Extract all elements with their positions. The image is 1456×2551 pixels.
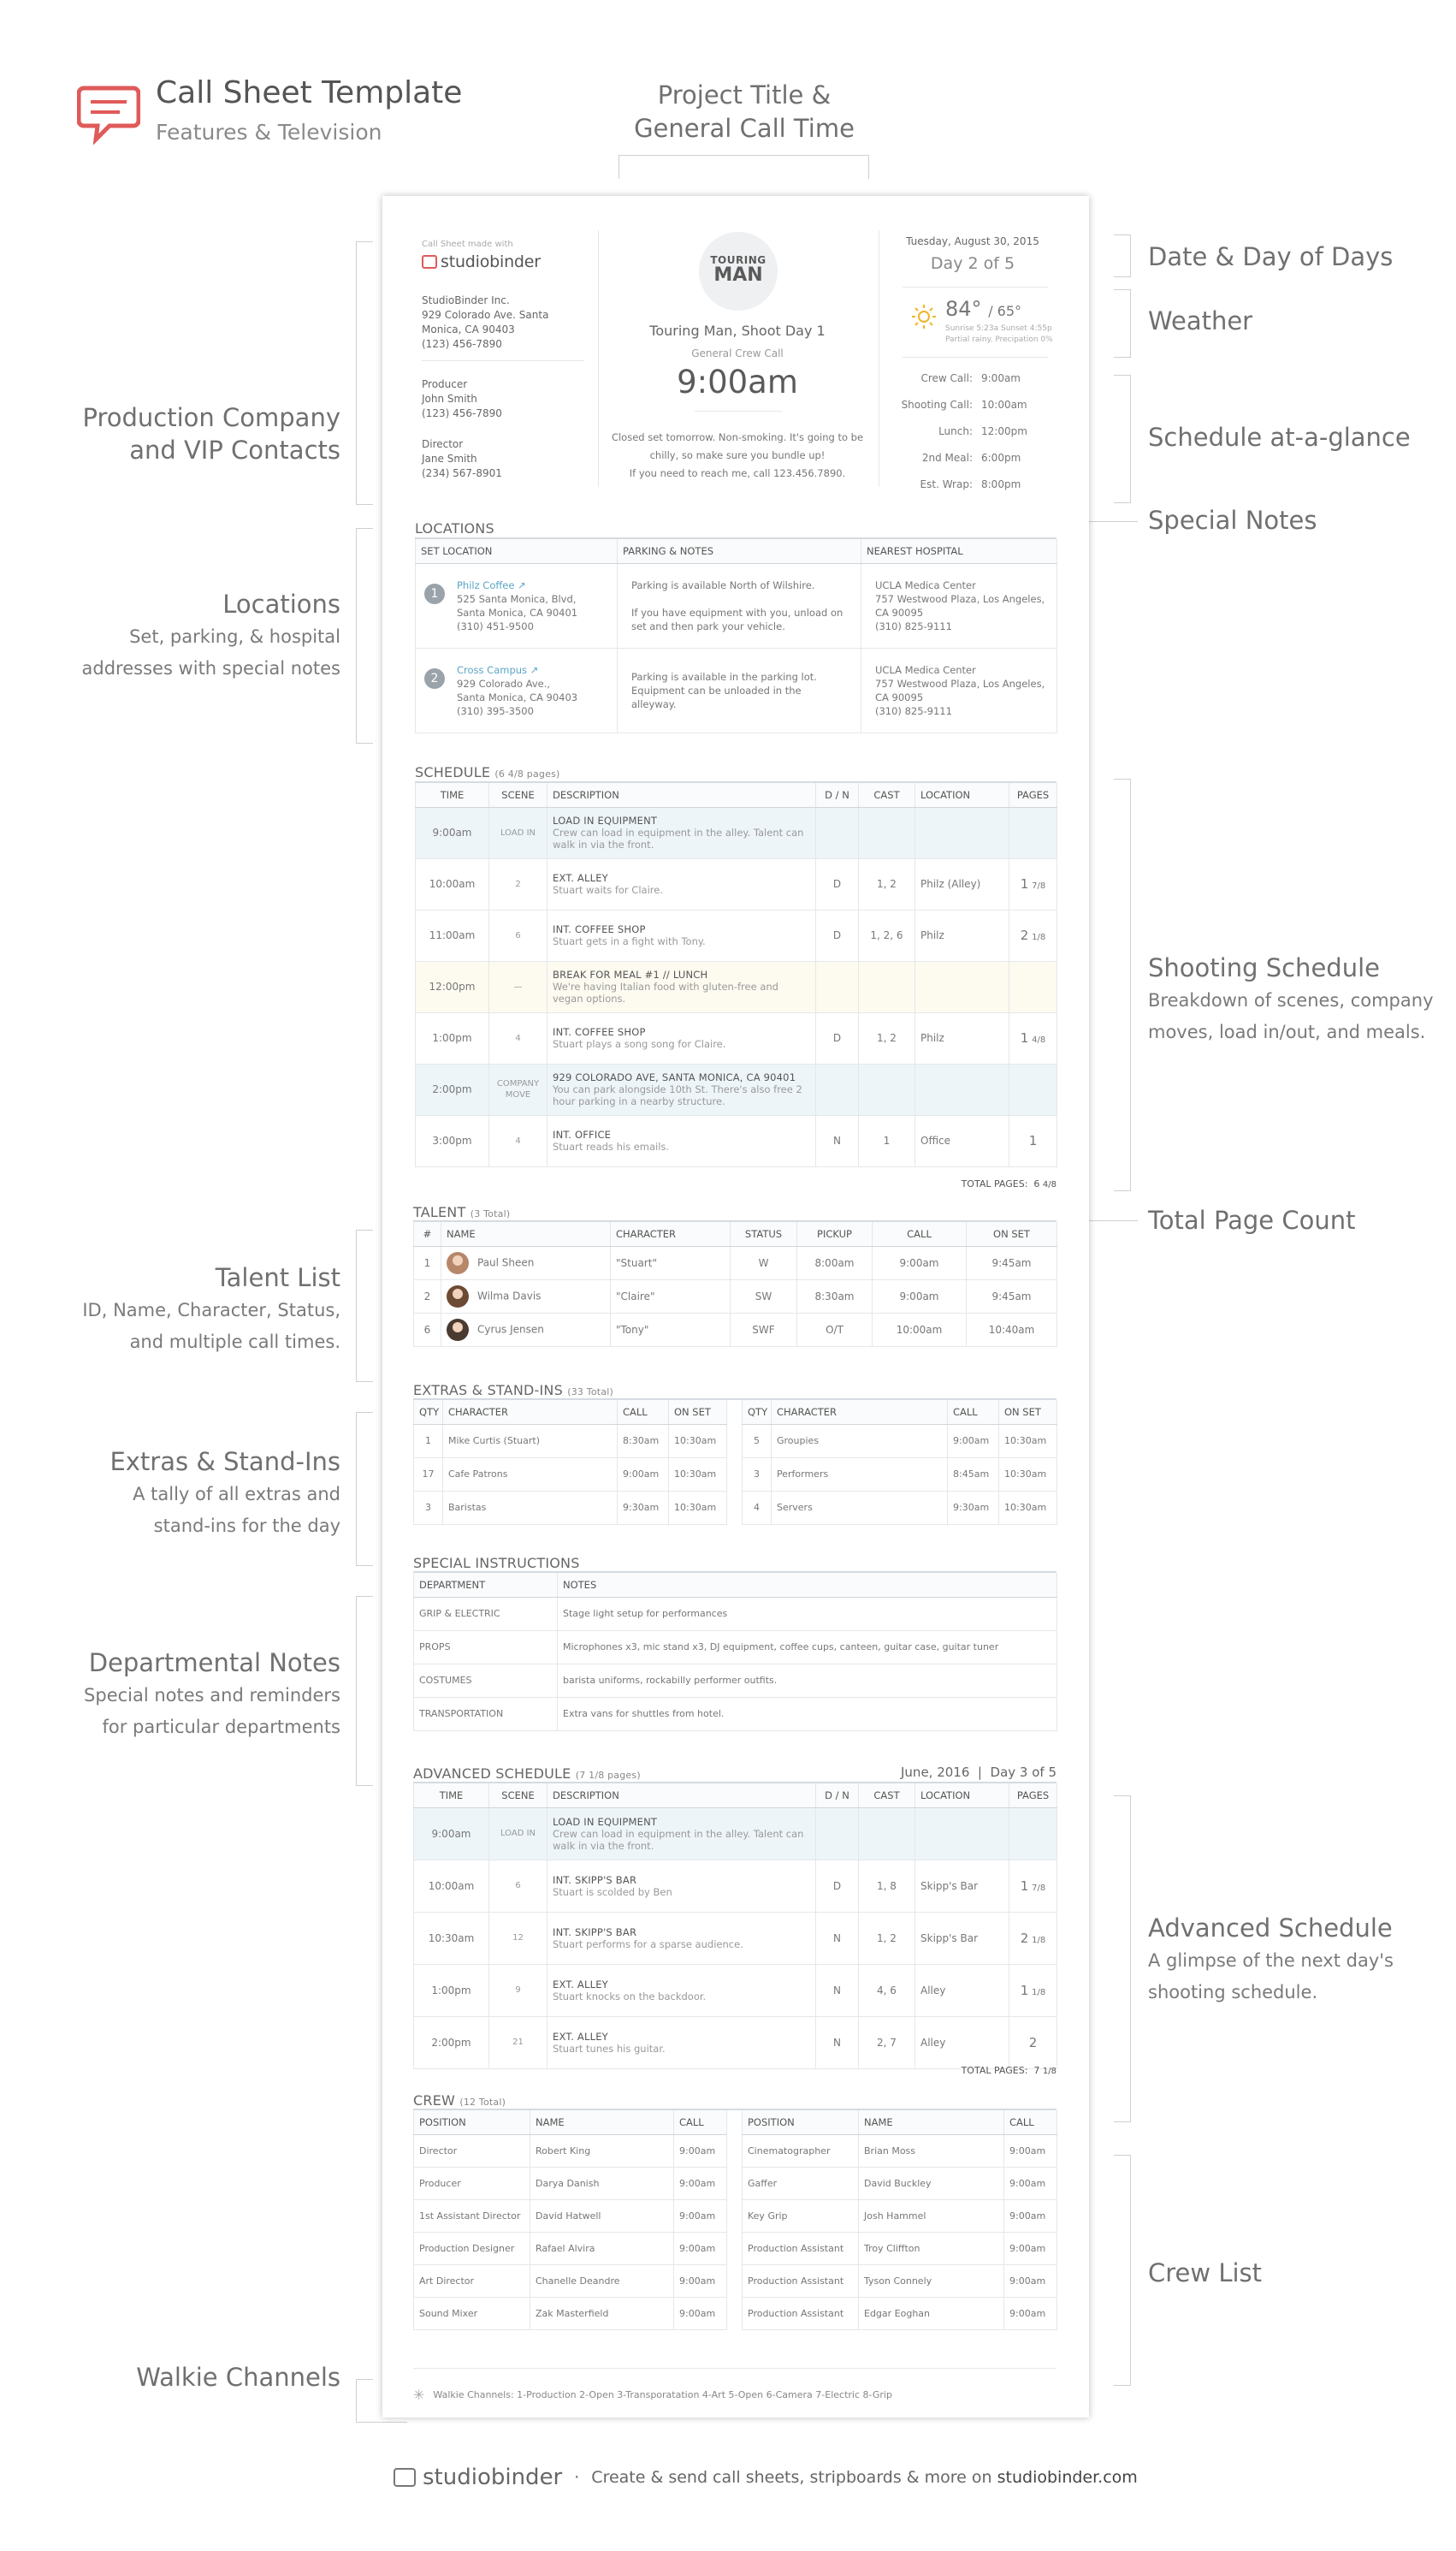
bracket: [619, 155, 869, 179]
schedule-title: SCHEDULE (6 4/8 pages): [415, 764, 560, 780]
extras-table-left: QTY CHARACTER CALL ON SET 1 Mike Curtis (Stuart) 8:30am 10:30am 17 Cafe Patrons 9:00am 10:30am 3 Baristas 9:30am 10:30am: [413, 1400, 727, 1525]
footer: studiobinder · Create & send call sheets, stripboards & more on studiobinder.com: [394, 2465, 1138, 2490]
weather-temp: 84° / 65°: [945, 297, 1022, 321]
advanced-total-pages: TOTAL PAGES: 7 1/8: [961, 2065, 1056, 2076]
avatar: [447, 1252, 469, 1274]
extras-table-right: QTY CHARACTER CALL ON SET 5 Groupies 9:00am 10:30am 3 Performers 8:45am 10:30am 4 Servers 9:30am 10:30am: [742, 1400, 1057, 1525]
schedule-glance: Crew Call: 9:00am Shooting Call: 10:00am Lunch: 12:00pm 2nd Meal: 6:00pm Est. Wrap: 8:00pm: [901, 372, 1027, 490]
table-row: 9:00am LOAD IN LOAD IN EQUIPMENT Crew can load in equipment in the alley. Talent can walk in via the front.: [414, 1807, 1057, 1860]
table-row: Cinematographer Brian Moss 9:00am: [743, 2134, 1057, 2167]
table-row: 17 Cafe Patrons 9:00am 10:30am: [414, 1457, 727, 1491]
table-row: Production Assistant Tyson Connely 9:00am: [743, 2264, 1057, 2297]
call-sheet: [382, 196, 1089, 2418]
table-row: Key Grip Josh Hammel 9:00am: [743, 2199, 1057, 2232]
bracket: [356, 1412, 373, 1566]
table-row: 10:30am 12 INT. SKIPP'S BAR Stuart performs for a sparse audience. N 1, 2 Skipp's Bar 2 1/8: [414, 1912, 1057, 1964]
instructions-table: DEPARTMENT NOTES GRIP & ELECTRIC Stage light setup for performances PROPS Microphones x3, mic stand x3, DJ equipment, coffee cups, canteen, guitar case, guitar tuner COSTUMES barista uniforms, rockabilly performer outfits. TRANSPORTATION Extra vans for shuttles from hotel.: [413, 1573, 1057, 1731]
bracket: [356, 2379, 373, 2422]
bracket: [356, 528, 373, 744]
table-row: 12:00pm — BREAK FOR MEAL #1 // LUNCH We're having Italian food with gluten-free and vegan options.: [416, 961, 1057, 1012]
bracket: [1114, 2155, 1131, 2386]
talent-title: TALENT (3 Total): [413, 1204, 511, 1220]
sun-icon: [911, 304, 937, 329]
table-row: 1 Paul Sheen "Stuart" W 8:00am 9:00am 9:45am: [414, 1246, 1057, 1279]
table-row: 2 Cross Campus ↗ 929 Colorado Ave., Santa Monica, CA 90403 (310) 395-3500 Parking is available in the parking lot. Equipment can be unloaded in the alleyway. UCLA Medica Center 757 Westwood Plaza, Los Angeles, CA 90095 (310) 825-9111: [416, 648, 1057, 733]
walkie-channels: ✳ Walkie Channels: 1-Production 2-Open 3-Transporatation 4-Art 5-Open 6-Camera 7-Electric 8-Grip: [413, 2387, 892, 2403]
chat-bubble-icon: [422, 255, 437, 269]
footer-site-link[interactable]: studiobinder.com: [997, 2468, 1138, 2487]
location-link[interactable]: Philz Coffee ↗: [457, 578, 526, 591]
locations-title: LOCATIONS: [415, 520, 494, 537]
annotation-production: Production Company and VIP Contacts: [82, 403, 340, 465]
annotation-walkie: Walkie Channels: [136, 2363, 340, 2392]
table-row: 1 Mike Curtis (Stuart) 8:30am 10:30am: [414, 1424, 727, 1457]
total-pages: TOTAL PAGES: 6 4/8: [961, 1178, 1056, 1189]
table-row: 1 Philz Coffee ↗ 525 Santa Monica, Blvd, Santa Monica, CA 90401 (310) 451-9500 Parking is available North of Wilshire. If you have equipment with you, unload on set and then park your vehicle. UCLA Medica Center 757 Westwood Plaza, Los Angeles, CA 90095 (310) 825-9111: [416, 563, 1057, 648]
brand-logo-icon: [77, 85, 140, 145]
table-row: COSTUMES barista uniforms, rockabilly performer outfits.: [414, 1664, 1057, 1697]
location-link[interactable]: Cross Campus ↗: [457, 663, 539, 676]
advanced-title: ADVANCED SCHEDULE (7 1/8 pages): [413, 1765, 641, 1782]
table-row: 11:00am 6 INT. COFFEE SHOP Stuart gets in a fight with Tony. D 1, 2, 6 Philz 2 1/8: [416, 910, 1057, 961]
annotation-shooting: Shooting Schedule Breakdown of scenes, company moves, load in/out, and meals.: [1148, 953, 1434, 1043]
project-name: Touring Man, Shoot Day 1: [649, 323, 826, 339]
locations-table: SET LOCATION PARKING & NOTES NEAREST HOSPITAL 1 Philz Coffee ↗ 525 Santa Monica, Blvd, Santa Monica, CA 90401 (310) 451-9500 Parking is available North of Wilshire. If you have equipment with you, unload on set and then park your vehicle. UCLA Medica Center 757 Westwood Plaza, Los Angeles, CA 90095 (310) 825-9111 2 Cross Campus ↗ 929 Colorado Ave., Santa Monica, CA 90403 (310) 395-3500 Parking is available in the parking lot. Equipment can be unloaded in the alleyway. UCLA Medica Center 757 Westwood Plaza, Los Angeles, CA 90095 (310) 825-9111: [415, 539, 1057, 733]
table-row: Gaffer David Buckley 9:00am: [743, 2167, 1057, 2199]
table-row: 6 Cyrus Jensen "Tony" SWF O/T 10:00am 10:40am: [414, 1313, 1057, 1346]
advanced-schedule-table: TIME SCENE DESCRIPTION D / N CAST LOCATION PAGES 9:00am LOAD IN LOAD IN EQUIPMENT Crew can load in equipment in the alley. Talent can walk in via the front. 10:00am 6 INT. SKIPP'S BAR Stuart is scolded by Ben D 1, 8 Skipp's Bar 1 7/8 10:30am 12 INT. SKIPP'S BAR Stuart performs for a sparse audience. N 1, 2 Skipp's Bar 2 1/8 1:00pm 9 EXT. ALLEY Stuart knocks on the backdoor. N 4, 6 Alley 1 1/8 2:00pm 21 EXT. ALLEY Stuart tunes his guitar. N 2, 7 Alley 2: [413, 1783, 1057, 2069]
table-row: 1st Assistant Director David Hatwell 9:00am: [414, 2199, 727, 2232]
table-row: 10:00am 2 EXT. ALLEY Stuart waits for Claire. D 1, 2 Philz (Alley) 1 7/8: [416, 858, 1057, 910]
table-row: Production Assistant Edgar Eoghan 9:00am: [743, 2297, 1057, 2329]
annotation-extras: Extras & Stand-Ins A tally of all extras and stand-ins for the day: [109, 1447, 340, 1537]
table-row: 1:00pm 4 INT. COFFEE SHOP Stuart plays a song song for Claire. D 1, 2 Philz 1 4/8: [416, 1012, 1057, 1064]
leader-line: [356, 2422, 407, 2423]
brand-title: Call Sheet Template: [156, 75, 463, 110]
day-of-days: Day 2 of 5: [930, 254, 1015, 273]
table-row: 2:00pm COMPANY MOVE 929 COLORADO AVE, SANTA MONICA, CA 90401 You can park alongside 10th St. There's also free 2 hour parking in a nearby structure.: [416, 1064, 1057, 1115]
annotation-dept: Departmental Notes Special notes and reminders for particular departments: [84, 1648, 340, 1738]
sunrise-sunset: Sunrise 5:23a Sunset 4:55p: [945, 324, 1052, 333]
bracket: [1114, 289, 1131, 358]
extras-title: EXTRAS & STAND-INS (33 Total): [413, 1382, 613, 1398]
table-row: Director Robert King 9:00am: [414, 2134, 727, 2167]
bracket: [1114, 234, 1131, 277]
brand-subtitle: Features & Television: [156, 120, 382, 145]
annotation-talent: Talent List ID, Name, Character, Status, and multiple call times.: [82, 1263, 340, 1353]
special-notes: Closed set tomorrow. Non-smoking. It's going to be chilly, so make sure you bundle up! If you need to reach me, call 123.456.7890.: [611, 431, 864, 479]
bracket: [356, 1596, 373, 1786]
table-row: Producer Darya Danish 9:00am: [414, 2167, 727, 2199]
general-call-label: General Crew Call: [691, 347, 784, 359]
table-row: GRIP & ELECTRIC Stage light setup for performances: [414, 1597, 1057, 1630]
crew-title: CREW (12 Total): [413, 2092, 506, 2109]
table-row: 9:00am LOAD IN LOAD IN EQUIPMENT Crew can load in equipment in the alley. Talent can walk in via the front.: [416, 807, 1057, 858]
date: Tuesday, August 30, 2015: [906, 235, 1039, 247]
external-link-icon: ↗: [530, 663, 539, 676]
schedule-table: TIME SCENE DESCRIPTION D / N CAST LOCATION PAGES 9:00am LOAD IN LOAD IN EQUIPMENT Crew can load in equipment in the alley. Talent can walk in via the front. 10:00am 2 EXT. ALLEY Stuart waits for Claire. D 1, 2 Philz (Alley) 1 7/8 11:00am 6 INT. COFFEE SHOP Stuart gets in a fight with Tony. D 1, 2, 6 Philz 2 1/8 12:00pm — BREAK FOR MEAL #1 // LUNCH We're having Italian food with gluten-free and vegan options. 1:00pm 4 INT. COFFEE SHOP Stuart plays a song song for Claire. D 1, 2 Philz 1 4/8 2:00pm COMPANY MOVE 929 COLORADO AVE, SANTA MONICA, CA 90401 You can park alongside 10th St. There's also free 2 hour parking in a nearby structure. 3:00pm 4 INT. OFFICE Stuart reads his emails. N 1 Office 1: [415, 783, 1057, 1167]
advanced-date: June, 2016 | Day 3 of 5: [901, 1765, 1056, 1780]
bracket: [356, 1230, 373, 1382]
general-call-time: 9:00am: [677, 364, 798, 400]
annotation-weather: Weather: [1148, 306, 1253, 335]
table-row: 4 Servers 9:30am 10:30am: [743, 1491, 1057, 1524]
talent-table: # NAME CHARACTER STATUS PICKUP CALL ON SET 1 Paul Sheen "Stuart" W 8:00am 9:00am 9:45am 2 Wilma Davis "Claire" SW 8:30am 9:00am 9:45am 6 Cyrus Jensen "Tony" SWF O/T 10:00am 10:40am: [413, 1222, 1057, 1347]
crew-table-left: POSITION NAME CALL Director Robert King 9:00am Producer Darya Danish 9:00am 1st Assistant Director David Hatwell 9:00am Production Designer Rafael Alvira 9:00am Art Director Chanelle Deandre 9:00am Sound Mixer Zak Masterfield 9:00am: [413, 2110, 727, 2330]
external-link-icon: ↗: [518, 578, 526, 591]
table-row: 1:00pm 9 EXT. ALLEY Stuart knocks on the backdoor. N 4, 6 Alley 1 1/8: [414, 1964, 1057, 2016]
bracket: [1114, 779, 1131, 1191]
bracket: [1114, 1795, 1131, 2122]
table-row: 3 Baristas 9:30am 10:30am: [414, 1491, 727, 1524]
table-row: 3 Performers 8:45am 10:30am: [743, 1457, 1057, 1491]
forecast: Partial rainy. Precipation 0%: [945, 335, 1053, 344]
table-row: Sound Mixer Zak Masterfield 9:00am: [414, 2297, 727, 2329]
company-info: StudioBinder Inc. 929 Colorado Ave. Santa Monica, CA 90403 (123) 456-7890: [422, 294, 549, 350]
table-row: 10:00am 6 INT. SKIPP'S BAR Stuart is scolded by Ben D 1, 8 Skipp's Bar 1 7/8: [414, 1860, 1057, 1912]
chat-bubble-icon: [394, 2468, 416, 2487]
table-row: 3:00pm 4 INT. OFFICE Stuart reads his emails. N 1 Office 1: [416, 1115, 1057, 1166]
table-row: TRANSPORTATION Extra vans for shuttles from hotel.: [414, 1697, 1057, 1730]
instructions-title: SPECIAL INSTRUCTIONS: [413, 1555, 580, 1571]
annotation-locations: Locations Set, parking, & hospital addresses with special notes: [81, 590, 340, 679]
avatar: [447, 1319, 469, 1341]
bracket: [356, 241, 373, 505]
annotation-total-pages: Total Page Count: [1148, 1206, 1356, 1235]
table-row: Art Director Chanelle Deandre 9:00am: [414, 2264, 727, 2297]
crew-table-right: POSITION NAME CALL Cinematographer Brian Moss 9:00am Gaffer David Buckley 9:00am Key Grip Josh Hammel 9:00am Production Assistant Troy Cliffton 9:00am Production Assistant Tyson Connely 9:00am Production Assistant Edgar Eoghan 9:00am: [742, 2110, 1057, 2330]
annotation-advanced: Advanced Schedule A glimpse of the next day's shooting schedule.: [1148, 1913, 1394, 2003]
annotation-date: Date & Day of Days: [1148, 242, 1394, 271]
bracket: [1114, 375, 1131, 503]
table-row: 2:00pm 21 EXT. ALLEY Stuart tunes his guitar. N 2, 7 Alley 2: [414, 2016, 1057, 2068]
annotation-crew: Crew List: [1148, 2258, 1263, 2287]
made-with-label: Call Sheet made with: [422, 240, 513, 249]
table-row: 5 Groupies 9:00am 10:30am: [743, 1424, 1057, 1457]
annotation-schedule-glance: Schedule at-a-glance: [1148, 423, 1411, 452]
walkie-icon: ✳: [413, 2387, 425, 2403]
table-row: 2 Wilma Davis "Claire" SW 8:30am 9:00am 9:45am: [414, 1279, 1057, 1313]
avatar: [447, 1285, 469, 1308]
studiobinder-logo: studiobinder: [422, 252, 541, 271]
director-contact: Director Jane Smith (234) 567-8901: [422, 438, 502, 479]
table-row: Production Assistant Troy Cliffton 9:00am: [743, 2232, 1057, 2264]
annotation-project-title: Project Title & General Call Time: [634, 80, 855, 144]
producer-contact: Producer John Smith (123) 456-7890: [422, 378, 502, 419]
table-row: PROPS Microphones x3, mic stand x3, DJ equipment, coffee cups, canteen, guitar case, guitar tuner: [414, 1630, 1057, 1664]
annotation-special-notes: Special Notes: [1148, 506, 1317, 535]
table-row: Production Designer Rafael Alvira 9:00am: [414, 2232, 727, 2264]
project-logo: TOURING MAN: [699, 232, 778, 311]
